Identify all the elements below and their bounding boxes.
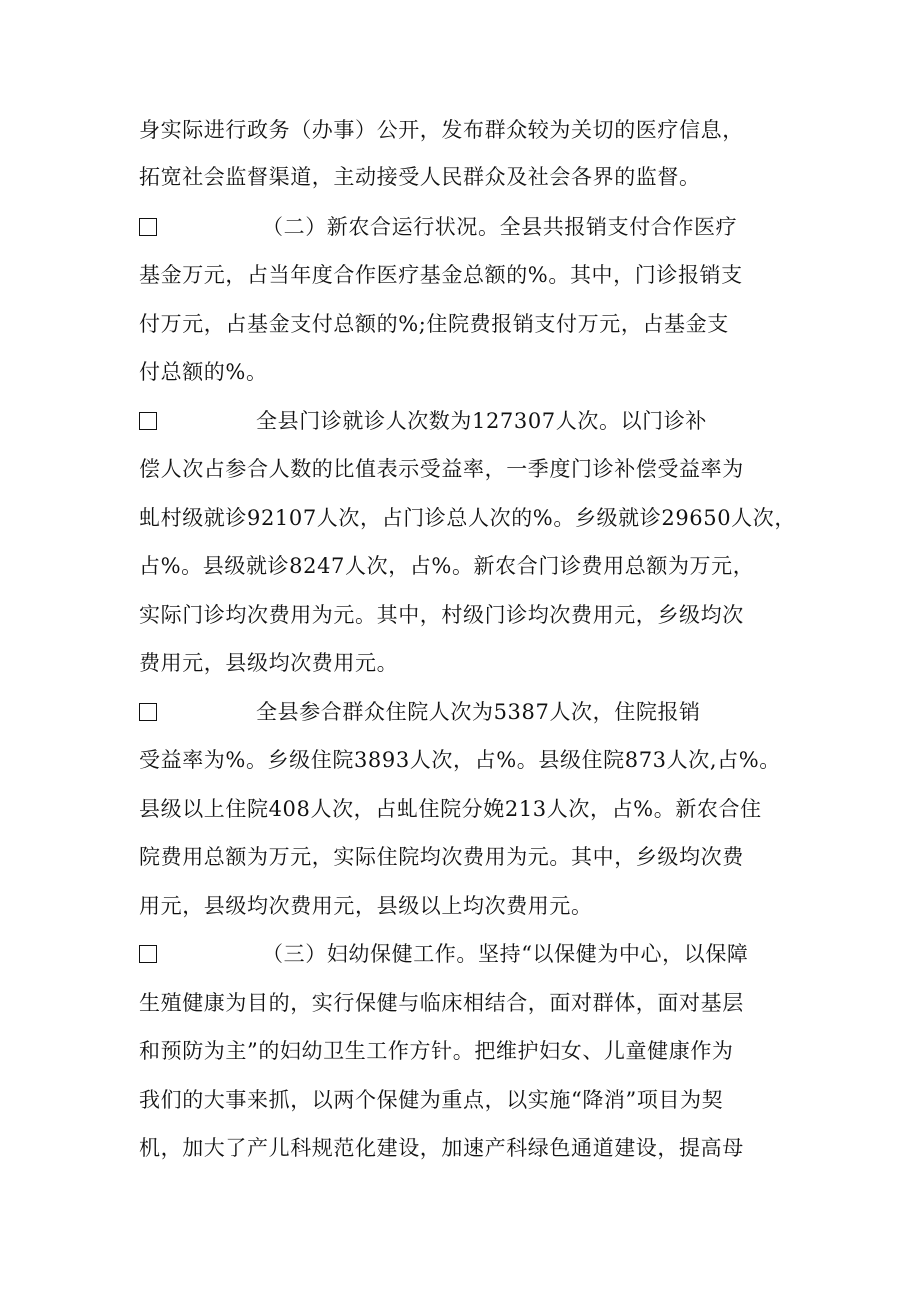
checkbox-glyph — [139, 945, 157, 963]
text-line: 占%。县级就诊8247人次，占%。新农合门诊费用总额为万元， — [139, 554, 755, 578]
text-line: 受益率为%。乡级住院3893人次，占%。县级住院873人次,占%。 — [139, 748, 781, 772]
text-line: 生殖健康为目的，实行保健与临床相结合，面对群体，面对基层 — [139, 991, 744, 1015]
checkbox-glyph — [139, 703, 157, 721]
text-line: 基金万元，占当年度合作医疗基金总额的%。其中，门诊报销支 — [139, 263, 743, 287]
paragraph-first-line: 全县参合群众住院人次为5387人次，住院报销 — [256, 700, 701, 724]
text-line: 虬村级就诊92107人次，占门诊总人次的%。乡级就诊29650人次， — [139, 506, 796, 530]
checkbox-glyph — [139, 218, 157, 236]
paragraph-first-line: （二）新农合运行状况。全县共报销支付合作医疗 — [262, 215, 738, 239]
text-line: 我们的大事来抓，以两个保健为重点，以实施“降消”项目为契 — [139, 1088, 724, 1112]
text-line: 用元，县级均次费用元，县级以上均次费用元。 — [139, 894, 593, 918]
text-line: 付总额的%。 — [139, 360, 268, 384]
text-line: 实际门诊均次费用为元。其中，村级门诊均次费用元，乡级均次 — [139, 603, 744, 627]
paragraph-first-line: 全县门诊就诊人次数为127307人次。以门诊补 — [256, 409, 707, 433]
text-line: 身实际进行政务（办事）公开，发布群众较为关切的医疗信息， — [139, 118, 744, 142]
paragraph-first-line: （三）妇幼保健工作。坚持“以保健为中心，以保障 — [262, 942, 749, 966]
text-line: 县级以上住院408人次，占虬住院分娩213人次，占%。新农合住 — [139, 797, 762, 821]
text-line: 费用元，县级均次费用元。 — [139, 651, 399, 675]
text-line: 和预防为主”的妇幼卫生工作方针。把维护妇女、儿童健康作为 — [139, 1039, 734, 1063]
text-line: 偿人次占参合人数的比值表示受益率，一季度门诊补偿受益率为 — [139, 457, 744, 481]
checkbox-glyph — [139, 412, 157, 430]
text-line: 机，加大了产儿科规范化建设，加速产科绿色通道建设，提高母 — [139, 1136, 744, 1160]
text-line: 院费用总额为万元，实际住院均次费用为元。其中，乡级均次费 — [139, 845, 744, 869]
text-line: 付万元，占基金支付总额的%;住院费报销支付万元，占基金支 — [139, 312, 729, 336]
text-line: 拓宽社会监督渠道，主动接受人民群众及社会各界的监督。 — [139, 165, 701, 189]
